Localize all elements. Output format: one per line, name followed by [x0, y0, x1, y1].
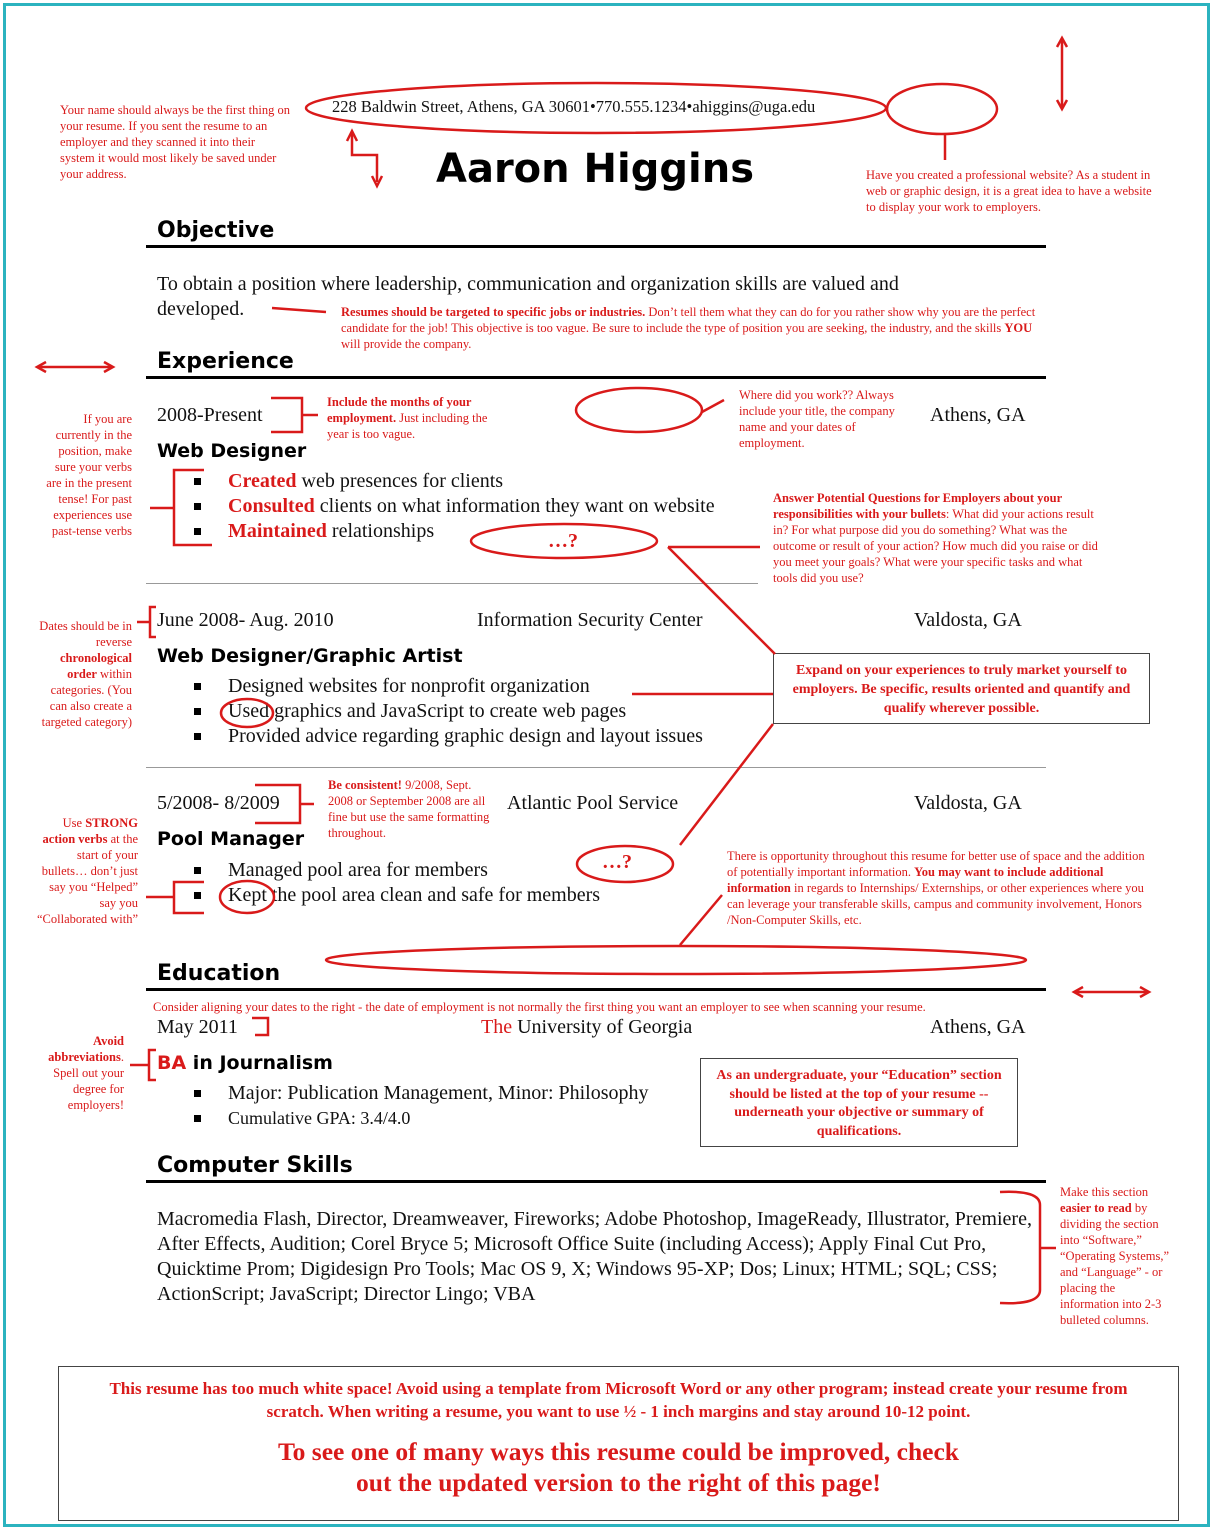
white-space-ellipse [326, 946, 1026, 974]
list-item: Designed websites for nonprofit organization [194, 674, 703, 699]
note-targeted-you: YOU [1004, 321, 1033, 335]
used-ellipse [221, 699, 273, 727]
note-abbrev-bold: Avoid abbreviations [48, 1034, 124, 1064]
note-targeted-bold: Resumes should be targeted to specific jobs or industries. [341, 305, 646, 319]
website-ellipse [887, 84, 997, 134]
list-item: Managed pool area for members [194, 858, 600, 883]
question-mark-1: …? [548, 530, 578, 552]
note-strong-a: Use [62, 816, 86, 830]
kept-ellipse [220, 881, 274, 913]
note-skills-a: Make this section [1060, 1185, 1149, 1199]
action-verb: Consulted [228, 495, 315, 517]
education-location: Athens, GA [930, 1016, 1026, 1038]
note-space-a: There is opportunity throughout this resume for better use of space and the addition of potentially important information. [727, 849, 1145, 879]
job3-dates: 5/2008- 8/2009 [157, 792, 280, 814]
job3-location: Valdosta, GA [914, 792, 1022, 814]
note-consistent-bold: Be consistent! [328, 778, 402, 792]
list-item: Major: Publication Management, Minor: Philosophy [194, 1081, 649, 1106]
note-education-box: As an undergraduate, your “Education” section should be listed at the top of your resume -- underneath your objective or summary of qualifications. [700, 1058, 1018, 1147]
job2-company: Information Security Center [477, 609, 703, 631]
note-skills-b: by dividing the section into “Software,” “Operating Systems,” and “Language” - or placing the information into 2-3 bulleted columns. [1060, 1201, 1170, 1327]
school-name: University of Georgia [512, 1016, 693, 1038]
question-mark-2: …? [602, 851, 632, 873]
bullet-text: web presences for clients [296, 470, 504, 492]
note-name-first: Your name should always be the first thing on your resume. If you sent the resume to an employer and they scanned it into their system it would most likely be saved under your address. [60, 103, 290, 181]
note-targeted-b: will provide the company. [341, 337, 472, 351]
note-strong-bold: STRONG action verbs [42, 816, 138, 846]
candidate-name: Aaron Higgins [436, 146, 755, 192]
employer-ellipse [576, 388, 702, 432]
action-verb: Maintained [228, 520, 327, 542]
list-item: Kept the pool area clean and safe for members [194, 883, 600, 908]
footer-line-2: To see one of many ways this resume could be improved, check out the updated version to the right of this page! [278, 1437, 959, 1497]
job3-company: Atlantic Pool Service [507, 792, 679, 814]
school-the: The [481, 1016, 513, 1038]
education-date: May 2011 [157, 1016, 238, 1038]
job2-location: Valdosta, GA [914, 609, 1022, 631]
job2-dates: June 2008- Aug. 2010 [157, 609, 334, 631]
job1-dates: 2008-Present [157, 404, 263, 426]
job1-title: Web Designer [157, 440, 307, 462]
note-abbrev-rest: . Spell out your degree for employers! [53, 1050, 124, 1112]
question-ellipse-2 [577, 846, 673, 882]
education-heading: Education [157, 961, 281, 986]
note-reverse-a: Dates should be in reverse [39, 619, 132, 649]
objective-heading: Objective [157, 218, 275, 243]
note-targeted-a: Don’t tell them what they can do for you rather show why you are the perfect candidate for the job! This objective is too vague. Be sure to include the type of position you are seeking, the industry, and the skills [341, 305, 1036, 335]
note-questions-bold: Answer Potential Questions for Employers about your responsibilities with your bullets [773, 491, 1062, 521]
note-reverse-b: within categories. (You can also create a targeted category) [41, 667, 132, 729]
note-expand-box: Expand on your experiences to truly market yourself to employers. Be specific, results oriented and quantify and qualify wherever possible. [773, 653, 1150, 724]
note-website: Have you created a professional website? As a student in web or graphic design, it is a great idea to have a website to display your work to employers. [866, 168, 1152, 214]
note-months-bold: Include the months of your employment. [327, 395, 472, 425]
question-ellipse-1 [471, 524, 657, 558]
job2-title: Web Designer/Graphic Artist [157, 645, 463, 667]
degree-rest: in Journalism [186, 1052, 333, 1074]
action-verb: Created [228, 470, 297, 492]
note-space-b: in regards to Internships/ Externships, or other experiences where you can leverage your transferable skills, campus and community involvement, Honors /Non-Computer Skills, etc. [727, 881, 1144, 927]
degree-abbreviation: BA [157, 1052, 187, 1074]
note-where: Where did you work?? Always include your title, the company name and your dates of employment. [739, 388, 895, 450]
contact-ellipse [306, 83, 886, 133]
skills-text: Macromedia Flash, Director, Dreamweaver, Fireworks; Adobe Photoshop, ImageReady, Illustrator, Premiere, After Effects, Audition; Corel Bryce 5; Microsoft Office Suite (including Access); Apply Final Cut Pro, Quicktime Prom; Digidesign Pro Tools; Mac OS 9, X; Windows 95-XP; Dos; Linux; HTML; SQL; CSS; ActionScript; JavaScript; Director Lingo; VBA [157, 1208, 1032, 1305]
contact-line: 228 Baldwin Street, Athens, GA 30601•770.555.1234•ahiggins@uga.edu [332, 97, 816, 116]
note-strong-b: at the start of your bullets… don’t just say you “Helped” say you “Collaborated with” [36, 832, 138, 926]
bullet-text: clients on what information they want on website [314, 495, 715, 517]
skills-heading: Computer Skills [157, 1153, 353, 1178]
note-align-dates: Consider aligning your dates to the right - the date of employment is not normally the first thing you want an employer to see when scanning your resume. [153, 1000, 926, 1014]
note-questions-rest: : What did your actions result in? For what purpose did you do something? What was the outcome or result of your action? How much did you raise or did you meet your goals? What were your specific tasks and what tools did you use? [773, 507, 1098, 585]
footer-line-1: This resume has too much white space! Avoid using a template from Microsoft Word or any other program; instead create your resume from scratch. When writing a resume, you want to use ½ - 1 inch margins and stay around 10-12 point. [109, 1379, 1128, 1421]
list-item: Used graphics and JavaScript to create web pages [194, 699, 703, 724]
note-skills-bold: easier to read [1060, 1201, 1132, 1215]
objective-text: To obtain a position where leadership, communication and organization skills are valued and developed. [157, 273, 899, 320]
note-space-bold: You may want to include additional information [727, 865, 1104, 895]
note-consistent-rest: 9/2008, Sept. 2008 or September 2008 are all fine but use the same formatting throughout. [328, 778, 490, 840]
job3-title: Pool Manager [157, 828, 305, 850]
job1-location: Athens, GA [930, 404, 1026, 426]
list-item: Cumulative GPA: 3.4/4.0 [194, 1106, 649, 1131]
note-months-rest: Just including the year is too vague. [327, 411, 488, 441]
bullet-text: relationships [326, 520, 435, 542]
list-item: Provided advice regarding graphic design and layout issues [194, 724, 703, 749]
experience-heading: Experience [157, 349, 294, 374]
note-tense: If you are currently in the position, make sure your verbs are in the present tense! For past experiences use past-tense verbs [46, 412, 132, 538]
note-reverse-bold: chronological order [60, 651, 132, 681]
